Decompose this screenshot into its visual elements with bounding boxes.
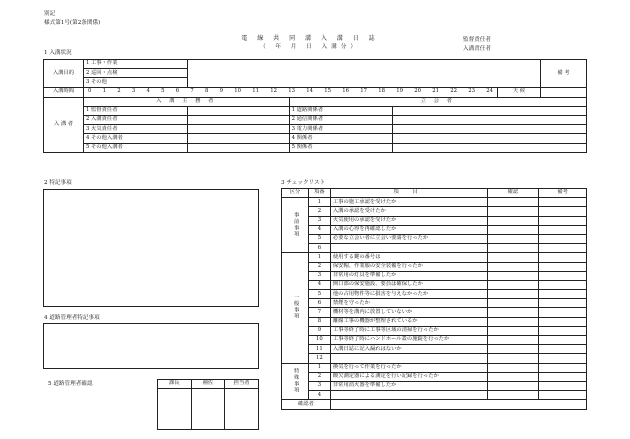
checklist-item-number: 5 <box>308 234 330 243</box>
checklist-check-cell[interactable] <box>487 244 539 253</box>
checklist-item-number: 4 <box>308 391 330 400</box>
stamp-table <box>157 379 259 430</box>
checklist-item-number: 11 <box>308 345 330 354</box>
pre-items-label-text: 事前事項 <box>292 211 299 237</box>
stamp-box-staff[interactable] <box>225 389 259 430</box>
supervisor-label: 監督責任者 <box>463 37 491 43</box>
main-header: 入 溝 主 務 者 <box>83 97 289 106</box>
checklist-check-cell[interactable] <box>487 317 539 326</box>
time-scale[interactable] <box>83 87 497 97</box>
hour-tick: 4 <box>146 88 150 95</box>
checklist-item-text: 酸欠測定器による測定を行い記録を行ったか <box>330 372 487 381</box>
general-items-label-text: 一般事項 <box>292 294 299 320</box>
main-row-value[interactable] <box>187 143 289 152</box>
stamp-label-assistant: 補佐 <box>191 380 225 389</box>
attend-row: 3 電力関係者 <box>289 125 393 134</box>
checklist-item-number: 8 <box>308 317 330 326</box>
stamp-label-staff: 担当者 <box>225 380 259 389</box>
hour-tick: 18 <box>378 88 385 95</box>
checklist-remarks-cell[interactable] <box>539 336 587 345</box>
checklist-item-text: 離線工事の機器が整理されているか <box>330 317 487 326</box>
attend-row: 5 関係者 <box>289 143 393 152</box>
checklist-remarks-cell[interactable] <box>539 391 587 400</box>
checklist-item-number: 3 <box>308 381 330 390</box>
checklist-item-text: 非常用消火器を準備したか <box>330 381 487 390</box>
checklist-check-cell[interactable] <box>487 326 539 335</box>
hour-tick: 0 <box>87 88 92 95</box>
checklist-remarks-cell[interactable] <box>539 354 587 363</box>
checklist-item-text: 機材等を溝内に放置していないか <box>330 308 487 317</box>
checklist-header-remarks: 備考 <box>539 189 587 198</box>
checklist-table <box>281 188 587 410</box>
section3-title: 3 チェックリスト <box>281 180 326 186</box>
section2-title: 2 特記事項 <box>44 180 72 186</box>
section4-title: 4 道路管理者特記事項 <box>44 315 100 321</box>
checklist-remarks-cell[interactable] <box>539 363 587 372</box>
checklist-header-category: 区分 <box>282 189 309 198</box>
hour-tick: 20 <box>414 88 421 95</box>
checklist-item-number: 2 <box>308 262 330 271</box>
checklist-item-text: 工事等終了時に工事等区域の清掃を行ったか <box>330 326 487 335</box>
checklist-check-cell[interactable] <box>487 381 539 390</box>
attend-row-value[interactable] <box>393 125 587 134</box>
checklist-remarks-cell[interactable] <box>539 345 587 354</box>
hour-tick: 23 <box>468 88 475 95</box>
checklist-check-cell[interactable] <box>487 271 539 280</box>
checklist-remarks-cell[interactable] <box>539 234 587 243</box>
purpose-option-1[interactable]: 1 工事・作業 <box>83 60 187 69</box>
hour-tick: 13 <box>288 88 295 95</box>
checklist-item-number: 1 <box>308 198 330 207</box>
checklist-remarks-cell[interactable] <box>539 244 587 253</box>
hour-tick: 9 <box>219 88 223 95</box>
main-row: 3 火気責任者 <box>83 125 187 134</box>
hour-tick: 12 <box>270 88 277 95</box>
checklist-item-number: 3 <box>308 216 330 225</box>
attend-row: 1 道路関係者 <box>289 106 393 115</box>
general-items-label <box>282 253 309 363</box>
attend-row-value[interactable] <box>393 115 587 124</box>
checklist-check-cell[interactable] <box>487 198 539 207</box>
checklist-item-text: 使用する鍵の番号は <box>330 253 487 262</box>
checklist-remarks-cell[interactable] <box>539 216 587 225</box>
checklist-check-cell[interactable] <box>487 345 539 354</box>
purpose-option-3[interactable]: 3 その他 <box>83 78 187 87</box>
checklist-item-number: 5 <box>308 290 330 299</box>
checklist-item-number: 9 <box>308 326 330 335</box>
weather-value[interactable] <box>541 87 587 97</box>
attend-row-value[interactable] <box>393 143 587 152</box>
page-title: 電 線 共 同 溝 入 溝 日 誌 <box>241 35 379 42</box>
checklist-item-text: 開口部の保安施設、要員は確保したか <box>330 280 487 289</box>
checklist-check-cell[interactable] <box>487 391 539 400</box>
checklist-item-text <box>330 244 487 253</box>
purpose-option-2[interactable]: 2 巡回・点検 <box>83 69 187 78</box>
checklist-check-cell[interactable] <box>487 308 539 317</box>
hour-tick: 2 <box>117 88 121 95</box>
checklist-item-text: 他の占用物件等に損害を与えなかったか <box>330 290 487 299</box>
hour-tick: 17 <box>360 88 367 95</box>
checklist-check-cell[interactable] <box>487 299 539 308</box>
checklist-header-check: 確認 <box>487 189 539 198</box>
hour-tick: 16 <box>342 88 349 95</box>
checklist-check-cell[interactable] <box>487 363 539 372</box>
main-row: 2 入溝責任者 <box>83 115 187 124</box>
checklist-check-cell[interactable] <box>487 354 539 363</box>
checklist-remarks-cell[interactable] <box>539 308 587 317</box>
checklist-item-text: 必要な立会い者に立会い要請を行ったか <box>330 234 487 243</box>
checklist-check-cell[interactable] <box>487 262 539 271</box>
checklist-item-number: 3 <box>308 271 330 280</box>
entry-manager-label: 入溝責任者 <box>463 46 491 52</box>
entry-status-table <box>43 59 587 153</box>
checklist-item-number: 1 <box>308 363 330 372</box>
checklist-header-no: 項番 <box>308 189 330 198</box>
section5-title: 5 道路管理者確認 <box>48 381 93 387</box>
attend-row: 4 関係者 <box>289 134 393 143</box>
checklist-remarks-cell[interactable] <box>539 290 587 299</box>
confirmer-label: 確認者 <box>282 400 331 409</box>
main-row-value[interactable] <box>187 134 289 143</box>
date-line: （ 年 月 日 入溝分） <box>260 44 360 50</box>
main-row-value[interactable] <box>187 106 289 115</box>
hour-tick: 10 <box>234 88 241 95</box>
stamp-box-assistant[interactable] <box>191 389 225 430</box>
checklist-remarks-cell[interactable] <box>539 262 587 271</box>
checklist-item-text <box>330 354 487 363</box>
attend-header: 立 会 者 <box>289 97 586 106</box>
checklist-remarks-cell[interactable] <box>539 299 587 308</box>
checklist-check-cell[interactable] <box>487 234 539 243</box>
main-row-value[interactable] <box>187 115 289 124</box>
checklist-item-text: 入溝の心得を再確認したか <box>330 225 487 234</box>
checklist-check-cell[interactable] <box>487 207 539 216</box>
hour-tick: 5 <box>161 88 165 95</box>
checklist-check-cell[interactable] <box>487 372 539 381</box>
checklist-check-cell[interactable] <box>487 253 539 262</box>
checklist-item-text <box>330 391 487 400</box>
checklist-item-number: 7 <box>308 308 330 317</box>
hour-tick: 1 <box>102 88 106 95</box>
weather-label: 天 候 <box>498 87 541 97</box>
checklist-item-text: 非常用の灯具を準備したか <box>330 271 487 280</box>
checklist-remarks-cell[interactable] <box>539 280 587 289</box>
hour-tick: 21 <box>432 88 439 95</box>
special-notes-box[interactable] <box>43 189 259 307</box>
checklist-item-number: 4 <box>308 225 330 234</box>
hour-tick: 19 <box>396 88 403 95</box>
checklist-item-text: 工事等終了時にハンドホール蓋の施錠を行ったか <box>330 336 487 345</box>
checklist-check-cell[interactable] <box>487 290 539 299</box>
hour-tick: 8 <box>204 88 209 95</box>
checklist-item-number: 2 <box>308 207 330 216</box>
checklist-item-number: 6 <box>308 244 330 253</box>
attend-row: 2 通信関係者 <box>289 115 393 124</box>
main-row-value[interactable] <box>187 125 289 134</box>
checklist-item-number: 2 <box>308 372 330 381</box>
checklist-check-cell[interactable] <box>487 225 539 234</box>
checklist-header-item: 項 目 <box>330 189 487 198</box>
entrants-label: 入 溝 者 <box>44 97 84 152</box>
stamp-label-chief: 課長 <box>158 380 192 389</box>
checklist-item-number: 12 <box>308 354 330 363</box>
checklist-item-text: 禁煙を守ったか <box>330 299 487 308</box>
checklist-remarks-cell[interactable] <box>539 207 587 216</box>
checklist-item-number: 6 <box>308 299 330 308</box>
note-label: 別記 <box>44 11 56 17</box>
checklist-remarks-cell[interactable] <box>539 225 587 234</box>
main-row: 5 その他入溝者 <box>83 143 187 152</box>
confirmer-value[interactable] <box>330 400 586 409</box>
checklist-item-number: 1 <box>308 253 330 262</box>
checklist-check-cell[interactable] <box>487 280 539 289</box>
main-row: 4 その他入溝者 <box>83 134 187 143</box>
time-label: 入溝時間 <box>44 87 84 97</box>
attend-row-value[interactable] <box>393 106 587 115</box>
hour-tick: 6 <box>175 88 180 95</box>
checklist-remarks-cell[interactable] <box>539 271 587 280</box>
checklist-remarks-cell[interactable] <box>539 372 587 381</box>
attend-row-value[interactable] <box>393 134 587 143</box>
main-row: 1 監督責任者 <box>83 106 187 115</box>
checklist-check-cell[interactable] <box>487 216 539 225</box>
hour-tick: 15 <box>324 88 331 95</box>
checklist-item-text: 換気を行って作業を行ったか <box>330 363 487 372</box>
checklist-item-text: 火気使用の承認を受けたか <box>330 216 487 225</box>
checklist-item-number: 4 <box>308 280 330 289</box>
purpose-detail-cell[interactable] <box>187 60 540 88</box>
section1-title: 1 入溝状況 <box>44 50 72 56</box>
checklist-item-text: 入溝日誌に記入漏れはないか <box>330 345 487 354</box>
road-manager-notes-box[interactable] <box>43 323 259 369</box>
checklist-remarks-cell[interactable] <box>539 253 587 262</box>
hour-tick: 22 <box>450 88 457 95</box>
special-items-label <box>282 363 309 400</box>
checklist-item-text: 保安帽、作業服の安全装備を行ったか <box>330 262 487 271</box>
hour-tick: 11 <box>252 88 259 95</box>
checklist-item-text: 工事の施工承認を受けたか <box>330 198 487 207</box>
remarks-label: 備 考 <box>541 60 587 88</box>
checklist-item-number: 10 <box>308 336 330 345</box>
hour-tick: 3 <box>131 88 136 95</box>
pre-items-label <box>282 198 309 253</box>
purpose-label: 入溝目的 <box>44 60 84 88</box>
form-number: 様式第1号(第2条関係) <box>44 20 101 26</box>
checklist-check-cell[interactable] <box>487 336 539 345</box>
checklist-item-text: 入溝の承認を受けたか <box>330 207 487 216</box>
hour-tick: 14 <box>306 88 313 95</box>
stamp-box-chief[interactable] <box>158 389 192 430</box>
checklist-remarks-cell[interactable] <box>539 317 587 326</box>
checklist-remarks-cell[interactable] <box>539 326 587 335</box>
checklist-remarks-cell[interactable] <box>539 381 587 390</box>
special-items-label-text: 特殊事項 <box>292 367 299 393</box>
checklist-remarks-cell[interactable] <box>539 198 587 207</box>
hour-tick: 24 <box>486 88 493 95</box>
hour-tick: 7 <box>190 88 194 95</box>
